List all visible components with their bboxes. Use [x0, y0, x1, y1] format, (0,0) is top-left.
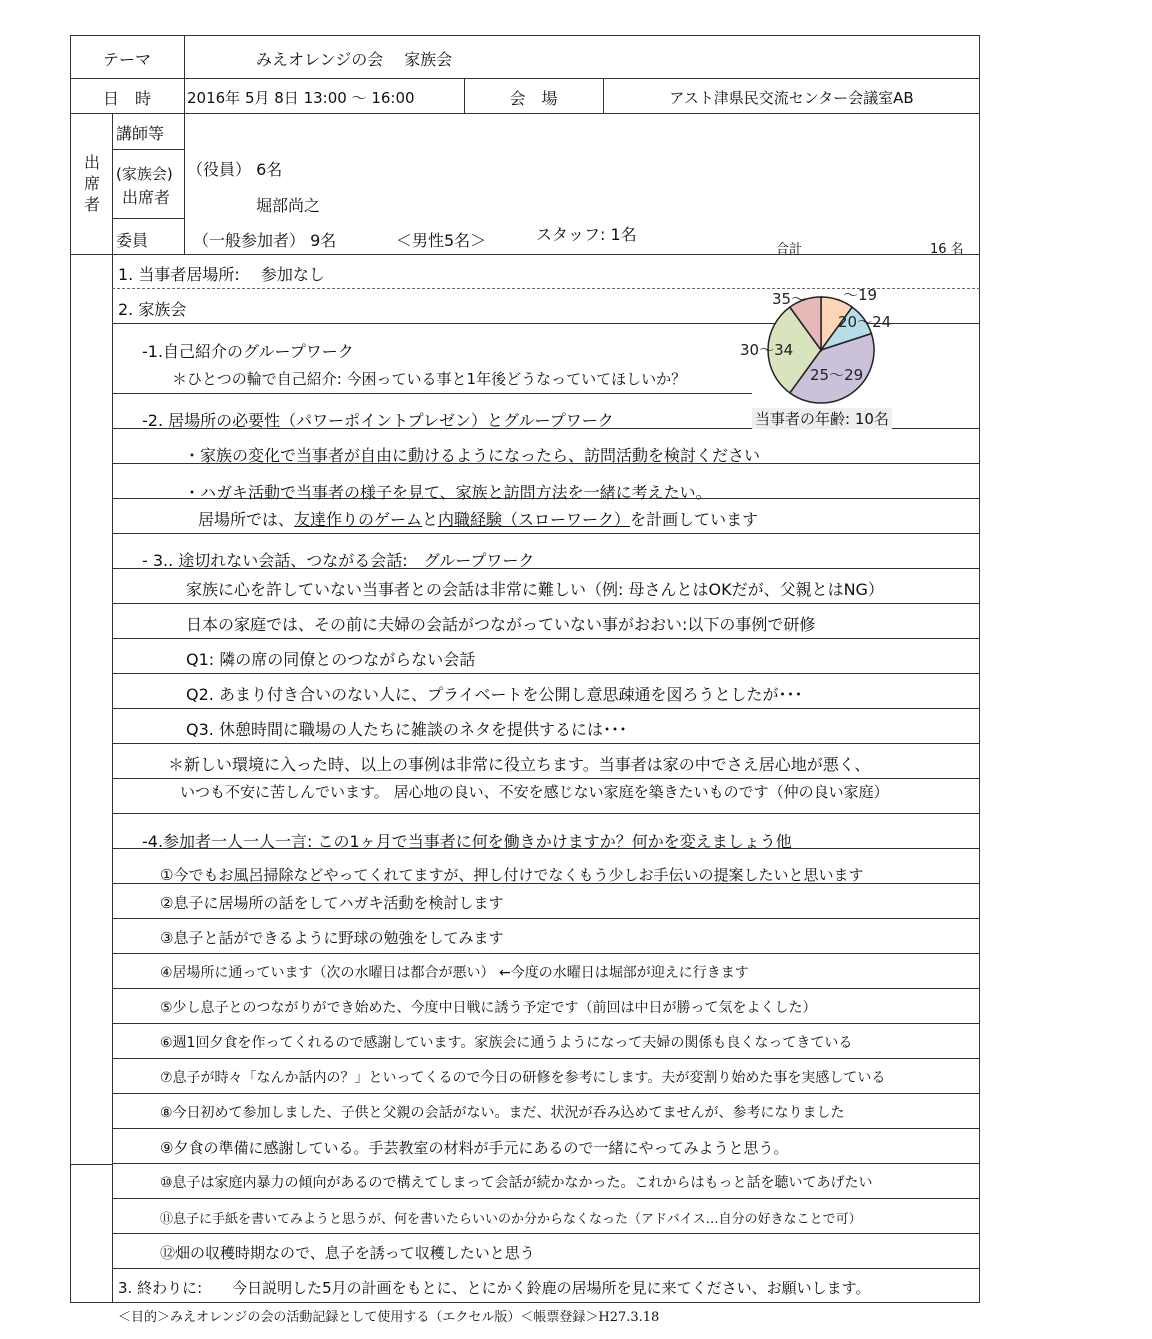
- datetime-label: 日 時: [102, 89, 151, 108]
- comment-item: ①今でもお風呂掃除などやってくれてますが、押し付けでなくもう少しお手伝いの提案したいと思います: [160, 866, 864, 884]
- divider: [112, 673, 980, 674]
- divider: [112, 708, 980, 709]
- sub2-title: -2. 居場所の必要性（パワーポイントプレゼン）とグループワーク: [142, 411, 614, 430]
- divider: [112, 1198, 980, 1199]
- divider: [112, 1128, 980, 1129]
- sub3-q2: Q2. あまり付き合いのない人に、プライベートを公開し意思疎通を図ろうとしたが･･･: [186, 685, 803, 704]
- comment-item: ④居場所に通っています（次の水曜日は都合が悪い） ←今度の水曜日は堀部が迎えに行きます: [160, 965, 749, 981]
- pie-slice-label: 30～34: [740, 341, 794, 359]
- comment-item: ⑪息子に手紙を書いてみようと思うが、何を書いたらいいのか分からなくなった（アドバイス…自分の好きなことで可）: [160, 1212, 862, 1227]
- divider: [70, 78, 980, 79]
- divider: [112, 218, 184, 219]
- pie-slice-label: 35～: [772, 290, 807, 308]
- venue-label: 会 場: [509, 89, 558, 108]
- divider: [112, 778, 980, 779]
- comment-item: ⑤少し息子とのつながりができ始めた、今度中日戦に誘う予定です（前回は中日が勝って気をよくした）: [160, 1000, 817, 1016]
- sub3-note1: ＊新しい環境に入った時、以上の事例は非常に役立ちます。当事者は家の中でさえ居心地が悪く、: [168, 755, 871, 774]
- divider: [112, 149, 184, 150]
- sub2-line3: [198, 507, 758, 530]
- male-count: ＜男性5名＞: [396, 231, 487, 250]
- sub3-q3: Q3. 休憩時間に職場の人たちに雑談のネタを提供するには･･･: [186, 720, 627, 739]
- item1-text: 1. 当事者居場所: 参加なし: [118, 265, 325, 284]
- divider: [112, 918, 980, 919]
- venue-value: アスト津県民交流センター会議室AB: [669, 89, 914, 107]
- item3-text: 3. 終わりに: 今日説明した5月の計画をもとに、とにかく鈴鹿の居場所を見に来てください、お願いします。: [118, 1279, 871, 1297]
- datetime-value: 2016年 5月 8日 13:00 ～ 16:00: [187, 89, 415, 107]
- total-value: 16 名: [930, 242, 964, 257]
- sub2-line3-part: と: [422, 510, 439, 529]
- divider: [112, 1163, 980, 1164]
- divider: [112, 743, 980, 744]
- comment-item: ⑧今日初めて参加しました、子供と父親の会話がない。まだ、状況が呑み込めてませんが、参考になりました: [160, 1105, 845, 1121]
- sub3-line2: 日本の家庭では、その前に夫婦の会話がつながっていない事がおおい:以下の事例で研修: [186, 615, 816, 634]
- sub3-q1: Q1: 隣の席の同僚とのつながらない会話: [186, 650, 476, 669]
- footer-note: ＜目的＞みえオレンジの会の活動記録として使用する（エクセル版）＜帳票登録＞H27.3.18: [118, 1310, 660, 1325]
- theme-label: テーマ: [102, 50, 151, 69]
- pie-slice-label: ～19: [843, 286, 878, 304]
- sub4-title: -4.参加者一人一人一言: この1ヶ月で当事者に何を働きかけますか？何かを変えましょう他: [142, 832, 792, 851]
- divider: [112, 533, 980, 534]
- divider: [112, 1233, 980, 1234]
- lecturer-label: 講師等: [116, 124, 165, 143]
- sub3-note2: いつも不安に苦しんでいます。 居心地の良い、不安を感じない家庭を築きたいものです（仲の良い家庭）: [180, 783, 889, 801]
- sub3-line1: 家族に心を許していない当事者との会話は非常に難しい（例: 母さんとはOKだが、父親とはNG）: [186, 580, 884, 599]
- pie-caption: 当事者の年齢: 10名: [752, 408, 892, 429]
- pie-slice-label: 20～24: [838, 313, 892, 331]
- sub2-line2: ・ハガキ活動で当事者の様子を見て、家族と訪問方法を一緒に考えたい。: [184, 483, 712, 502]
- officers-count: （役員） 6名: [187, 160, 283, 179]
- sub3-title: - 3.. 途切れない会話、つながる会話: グループワーク: [142, 551, 535, 570]
- committee-label: 委員: [116, 231, 149, 250]
- sub2-line1: ・家族の変化で当事者が自由に動けるようになったら、訪問活動を検討ください: [184, 446, 761, 465]
- officer-name: 堀部尚之: [256, 196, 321, 215]
- family-label: (家族会): [116, 165, 173, 183]
- divider: [112, 1268, 980, 1269]
- divider: [112, 1023, 980, 1024]
- age-pie-chart: [740, 280, 910, 410]
- divider: [112, 1093, 980, 1094]
- sub2-line3-part: を計画しています: [630, 510, 759, 529]
- divider: [112, 813, 980, 814]
- comment-item: ③息子と話ができるように野球の勉強をしてみます: [160, 929, 504, 947]
- divider: [112, 393, 752, 394]
- sub1-line: ＊ひとつの輪で自己紹介: 今困っている事と1年後どうなっていてほしいか？: [172, 370, 687, 388]
- sub2-line3-part: 内職経験（スローワーク）: [438, 510, 631, 529]
- divider: [112, 953, 980, 954]
- divider: [70, 113, 980, 114]
- divider: [112, 638, 980, 639]
- total-label: 合計: [776, 242, 803, 257]
- comment-item: ②息子に居場所の話をしてハガキ活動を検討します: [160, 894, 504, 912]
- comment-item: ⑩息子は家庭内暴力の傾向があるので構えてしまって会話が続かなかった。これからはもっと話を聴いてあげたい: [160, 1175, 873, 1191]
- comment-item: ⑨夕食の準備に感謝している。手芸教室の材料が手元にあるので一緒にやってみようと思う。: [160, 1139, 789, 1157]
- family-label: 出席者: [122, 188, 171, 207]
- theme-value: みえオレンジの会 家族会: [256, 50, 453, 69]
- item2-text: 2. 家族会: [118, 300, 187, 319]
- comment-item: ⑦息子が時々「なんか話内の？」といってくるので今日の研修を参考にします。夫が変割り始めた事を実感している: [160, 1070, 886, 1086]
- general-count: （一般参加者） 9名: [193, 231, 337, 250]
- sub2-line3-part: 友達作りのゲーム: [294, 510, 423, 529]
- divider: [112, 988, 980, 989]
- divider: [112, 1058, 980, 1059]
- divider: [184, 35, 185, 254]
- pie-slice-label: 25～29: [810, 366, 864, 384]
- staff-count: スタッフ: 1名: [536, 225, 637, 244]
- divider: [70, 1164, 112, 1165]
- divider: [112, 603, 980, 604]
- comment-item: ⑫畑の収穫時期なので、息子を誘って収穫したいと思う: [160, 1244, 535, 1262]
- sub1-title: -1.自己紹介のグループワーク: [142, 342, 354, 361]
- sub2-line3-part: 居場所では、: [198, 510, 295, 529]
- comment-item: ⑥週1回夕食を作ってくれるので感謝しています。家族会に通うようになって夫婦の関係も良くなってきている: [160, 1035, 853, 1051]
- divider: [70, 254, 980, 255]
- attendees-section-label: 出席者: [83, 153, 100, 214]
